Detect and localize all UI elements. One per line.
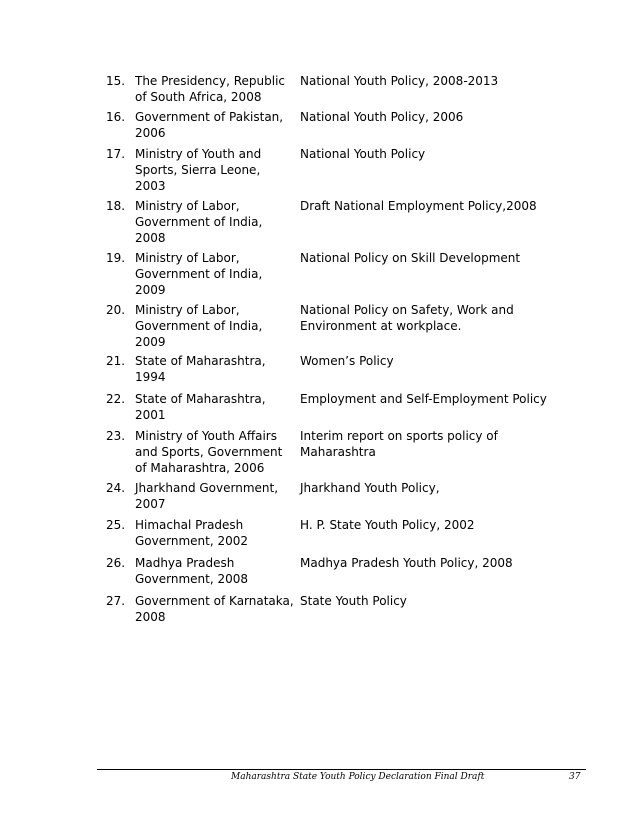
issuing-body: Government of Karnataka, 2008 [135,594,294,624]
issuing-body: State of Maharashtra, 2001 [135,392,266,422]
list-item [106,250,556,302]
list-item [106,109,556,146]
list-item [106,146,556,198]
item-number: 15. [106,74,126,88]
item-number: 20. [106,303,126,317]
issuing-body: Ministry of Labor, Government of India, 2009 [135,251,263,297]
item-number: 17. [106,147,126,161]
item-number: 19. [106,251,126,265]
issuing-body: Madhya Pradesh Government, 2008 [135,556,249,586]
list-item [106,480,556,517]
policy-title: National Youth Policy [300,147,426,161]
issuing-body: Ministry of Youth Affairs and Sports, Government of Maharashtra, 2006 [135,429,283,475]
list-item [106,428,556,480]
item-number: 23. [106,429,126,443]
item-number: 27. [106,594,126,608]
policy-title: National Policy on Skill Development [300,251,521,265]
item-number: 22. [106,392,126,406]
item-number: 21. [106,354,126,368]
list-item [106,391,556,428]
item-number: 24. [106,481,126,495]
policy-title: Jharkhand Youth Policy, [300,481,440,495]
issuing-body: Ministry of Labor, Government of India, 2009 [135,303,263,349]
policy-title: Draft National Employment Policy,2008 [300,199,537,213]
item-number: 18. [106,199,126,213]
issuing-body: Ministry of Youth and Sports, Sierra Leone, 2003 [135,147,262,193]
list-item [106,517,556,555]
issuing-body: Ministry of Labor, Government of India, 2008 [135,199,263,245]
footer-title: Maharashtra State Youth Policy Declaration Final Draft [231,772,485,782]
issuing-body: Government of Pakistan, 2006 [135,110,284,140]
item-number: 26. [106,556,126,570]
item-number: 16. [106,110,126,124]
list-item [106,353,556,391]
list-item [106,593,556,630]
policy-title: Madhya Pradesh Youth Policy, 2008 [300,556,513,570]
list-item [106,302,556,353]
list-item [106,555,556,593]
policy-title: National Youth Policy, 2008-2013 [300,74,499,88]
policy-title: Employment and Self-Employment Policy [300,392,547,406]
policy-title: National Youth Policy, 2006 [300,110,464,124]
footer-divider [97,769,586,770]
page-number: 37 [569,772,581,782]
policy-title: National Policy on Safety, Work and Environment at workplace. [300,303,514,333]
item-number: 25. [106,518,126,532]
policy-title: Interim report on sports policy of Maharashtra [300,429,498,459]
policy-title: H. P. State Youth Policy, 2002 [300,518,475,532]
list-item [106,73,556,109]
policy-title: Women’s Policy [300,354,394,368]
policy-list [106,73,556,630]
list-item [106,198,556,250]
issuing-body: State of Maharashtra, 1994 [135,354,266,384]
issuing-body: The Presidency, Republic of South Africa, 2008 [135,74,286,104]
issuing-body: Himachal Pradesh Government, 2002 [135,518,249,548]
issuing-body: Jharkhand Government, 2007 [135,481,279,511]
policy-title: State Youth Policy [300,594,407,608]
